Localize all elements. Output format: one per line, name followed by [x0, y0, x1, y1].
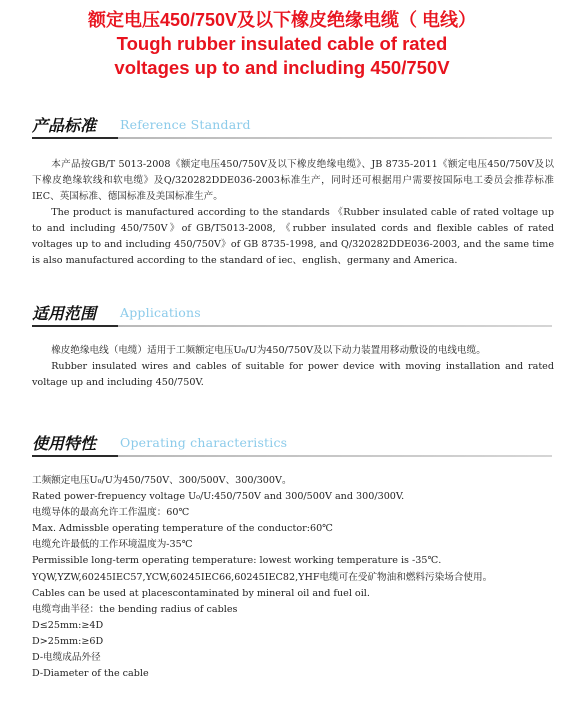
applications-paragraph-cn: 橡皮绝缘电线（电缆）适用于工频额定电压U₀/U为450/750V及以下动力装置用移动敷设的电线电缆。 [51, 345, 486, 356]
operating-line: D-电缆成品外径 [32, 652, 101, 664]
section-title-en: Applications [120, 305, 201, 320]
section-header [32, 431, 554, 455]
operating-line: 电缆弯曲半径：the bending radius of cables [32, 603, 238, 615]
section-divider [32, 325, 552, 327]
operating-line: 电缆允许最低的工作环境温度为-35℃ [32, 539, 193, 551]
section-divider [32, 455, 552, 457]
operating-line: YQW,YZW,60245IEC57,YCW,60245IEC66,60245IEC82,YHF电缆可在受矿物油和燃料污染场合使用。 [32, 571, 493, 583]
section-title-cn: 产品标准 [32, 118, 97, 135]
applications-paragraph-en: Rubber insulated wires and cables of suitable for power device with moving installation and rated voltage up and including 450/750V. [32, 361, 554, 388]
section-title-en: Operating characteristics [120, 435, 288, 450]
operating-line: D-Diameter of the cable [32, 668, 149, 680]
operating-line: 电缆导体的最高允许工作温度：60℃ [32, 507, 190, 519]
title-chinese: 额定电压450/750V及以下橡皮绝缘电缆（ 电线） [87, 10, 477, 30]
section-applications [32, 301, 554, 391]
operating-lines [32, 473, 554, 682]
section-reference-standard [32, 113, 554, 269]
title-english-line-2: voltages up to and including 450/750V [114, 57, 450, 78]
operating-line: Permissible long-term operating temperature: lowest working temperature is -35℃. [32, 555, 442, 567]
operating-line: D≤25mm:≥4D [32, 619, 104, 631]
page-header [0, 8, 564, 80]
operating-line: Cables can be used at placescontaminated by mineral oil and fuel oil. [32, 587, 370, 599]
operating-line: Max. Admissble operating temperature of the conductor:60℃ [32, 523, 333, 535]
section-header [32, 113, 554, 137]
operating-line: 工频额定电压U₀/U为450/750V、300/500V、300/300V。 [32, 475, 292, 486]
title-english-line-1: Tough rubber insulated cable of rated [116, 33, 448, 54]
operating-line: D>25mm:≥6D [32, 635, 104, 647]
standard-paragraph-cn: 本产品按GB/T 5013-2008《额定电压450/750V及以下橡皮绝缘电缆》、JB 8735-2011《额定电压450/750V及以下橡皮绝缘软线和软电缆》及Q/320282DDE036-2003标准生产，同时还可根据用户需要按国际电工委员会推荐标准IEC、英国标准、德国标准及美国标准生产。 [32, 159, 554, 202]
standard-paragraph-en: The product is manufactured according to the standards 《Rubber insulated cable of rated voltage up to and including 450/750V》of GB/T5013-2008, 《rubber insulated cords and flexible cables of rated voltages up to and including 450/750V》of GB 8735-1998, and Q/320282DDE036-2003, and the same time is also manufactured according to the standard of iec、english、germany and America. [32, 207, 554, 266]
section-title-en: Reference Standard [120, 117, 251, 132]
operating-line: Rated power-frepuency voltage U₀/U:450/750V and 300/500V and 300/300V. [32, 491, 405, 503]
section-title-cn: 适用范围 [32, 306, 97, 323]
section-operating-characteristics [32, 431, 554, 682]
section-divider [32, 137, 552, 139]
section-title-cn: 使用特性 [32, 436, 97, 453]
section-header [32, 301, 554, 325]
